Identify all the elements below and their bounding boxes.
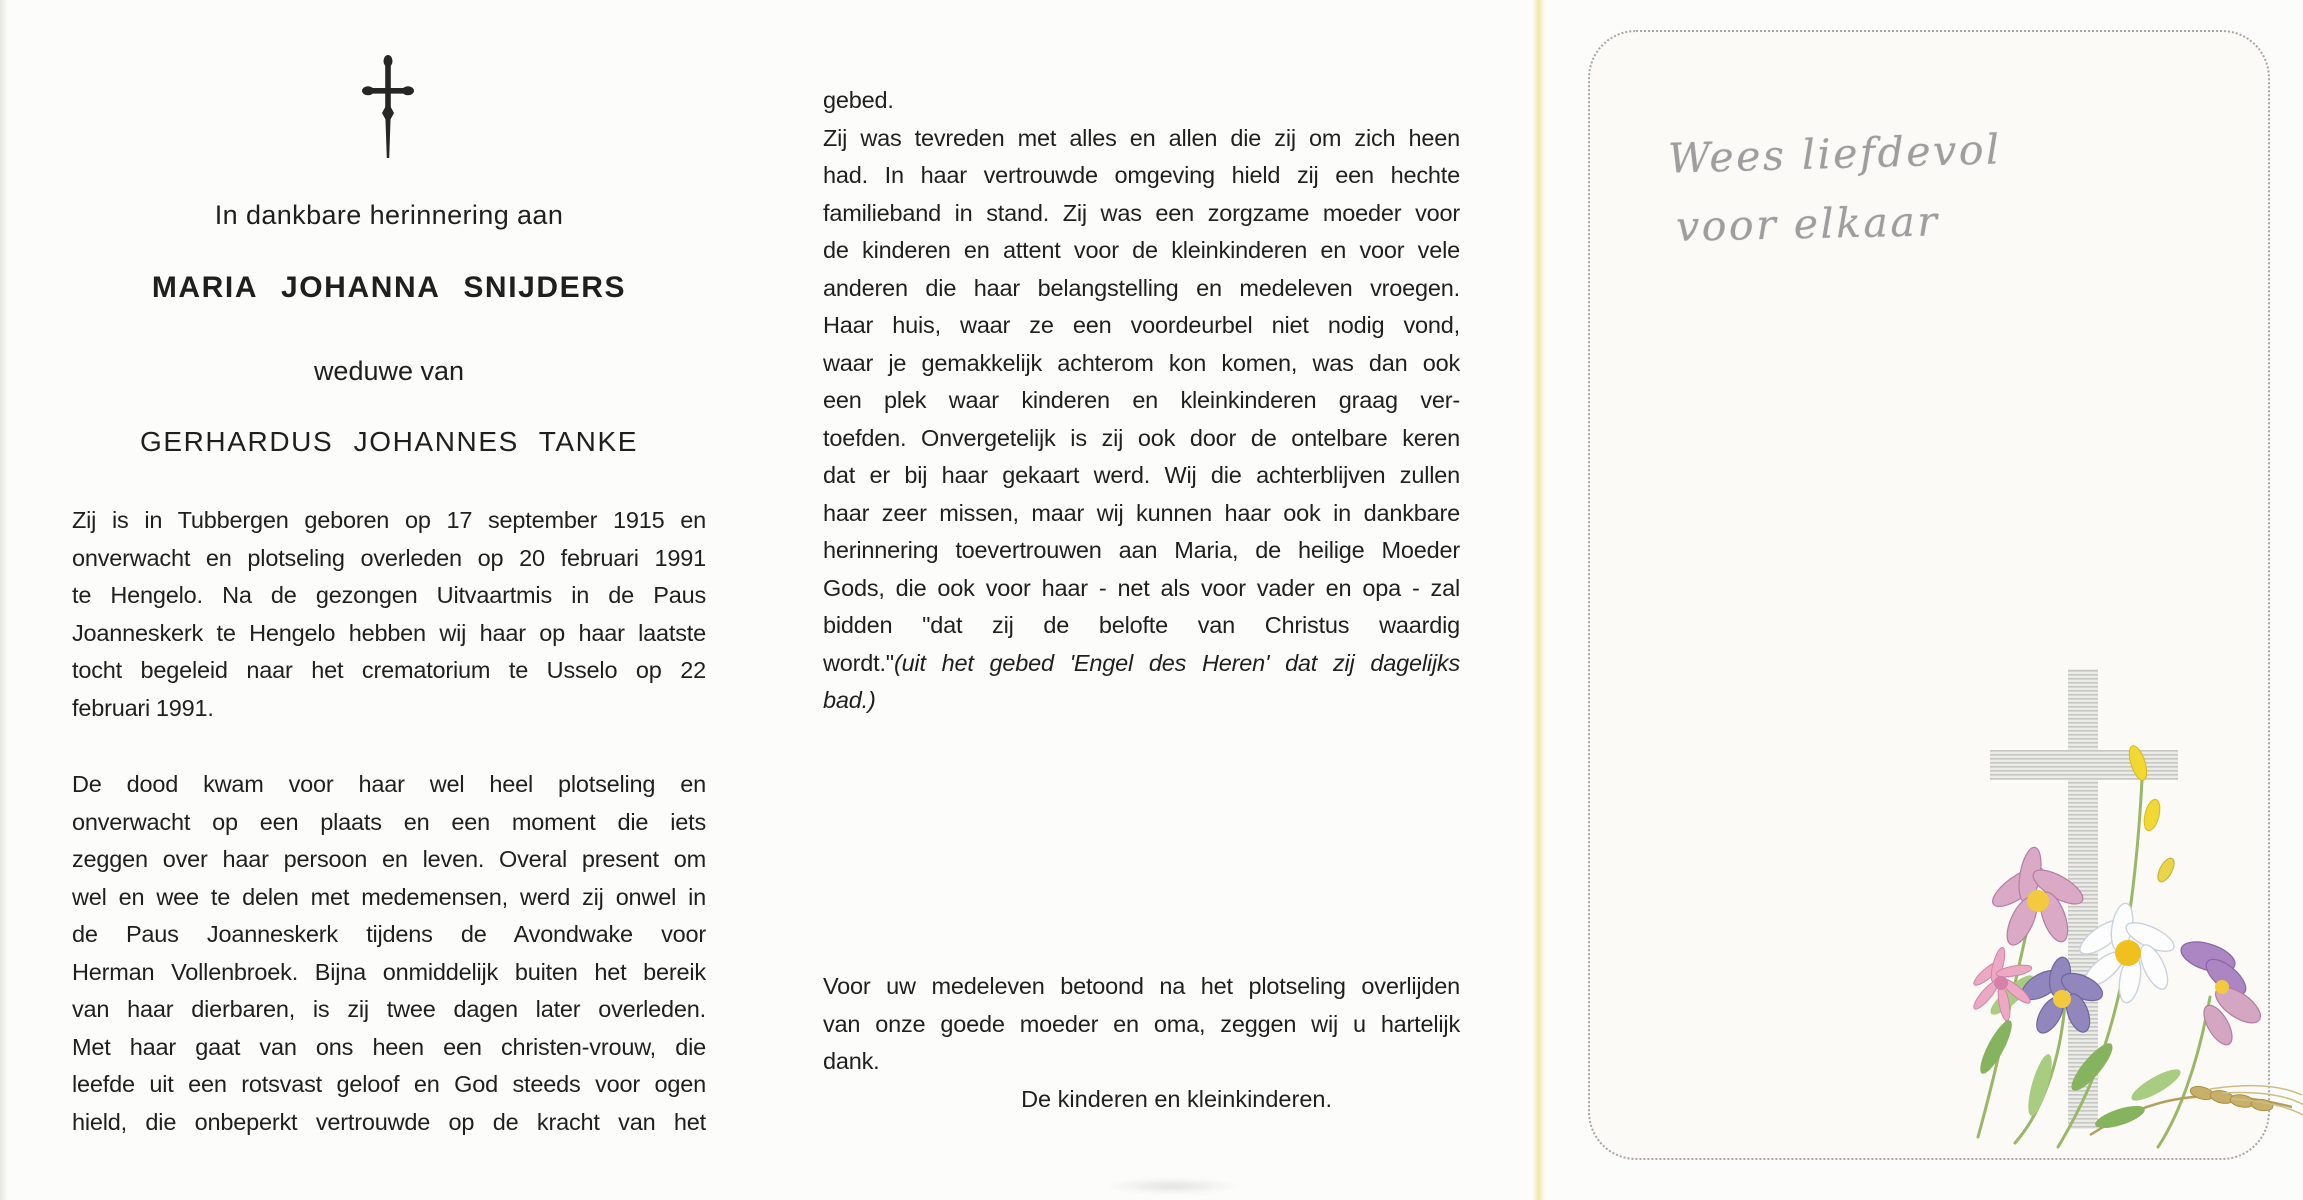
text-line: Haar huis, waar ze een voordeurbel niet nodig vond, bbox=[823, 312, 1460, 338]
relation-line: weduwe van bbox=[313, 356, 465, 386]
text-line: anderen die haar belangstelling en medeleven vroegen. bbox=[823, 274, 1460, 301]
text-line: leefde uit een rotsvast geloof en God steeds voor ogen bbox=[72, 1071, 706, 1097]
text-line: tocht begeleid naar het crematorium te Usselo op 22 bbox=[72, 657, 706, 683]
text-line: bidden "dat zij de belofte van Christus waardig bbox=[823, 612, 1460, 638]
biography-paragraph-3 bbox=[823, 82, 1460, 720]
wheat-stalk-icon bbox=[2189, 1084, 2303, 1115]
text-line: Met haar gaat van ons heen een christen-vrouw, die bbox=[72, 1033, 706, 1060]
text-line: Herman Vollenbroek. Bijna onmiddelijk buiten het bereik bbox=[72, 958, 706, 985]
text-line: februari 1991. bbox=[72, 694, 214, 721]
text-line: Zij was tevreden met alles en allen die zij om zich heen bbox=[823, 124, 1460, 151]
budded-cross-icon bbox=[357, 52, 419, 164]
text-line: haar zeer missen, maar wij kunnen haar ook in dankbare bbox=[823, 499, 1460, 526]
text-line: Voor uw medeleven betoond na het plotseling overlijden bbox=[823, 973, 1460, 999]
text-line: waar je gemakkelijk achterom kon komen, was dan ook bbox=[823, 349, 1460, 376]
text-line: toefden. Onvergetelijk is zij ook door de ontelbare keren bbox=[823, 424, 1460, 451]
text-line: van onze goede moeder en oma, zeggen wij u hartelijk bbox=[823, 1010, 1460, 1037]
deceased-name: MARIA JOHANNA SNIJDERS bbox=[151, 271, 627, 304]
text-line: van haar dierbaren, is zij twee dagen later overleden. bbox=[72, 996, 706, 1022]
acknowledgement-paragraph bbox=[823, 968, 1460, 1081]
text-line: Gods, die ook voor haar - net als voor vader en opa - zal bbox=[823, 574, 1460, 601]
motto-line-1: Wees liefdevol bbox=[1667, 125, 2003, 183]
text-line: onverwacht en plotseling overleden op 20 februari 1991 bbox=[72, 544, 706, 571]
text-line: gebed. bbox=[823, 87, 894, 113]
text-line: Joanneskerk te Hengelo hebben wij haar op haar laatste bbox=[72, 619, 706, 646]
text-line: zeggen over haar persoon en leven. Overal present om bbox=[72, 846, 706, 872]
text-line: bad.) bbox=[823, 687, 876, 713]
text-line: de kinderen en attent voor de kleinkinderen en voor vele bbox=[823, 237, 1460, 263]
page-fold-line bbox=[1533, 0, 1545, 1200]
text-line: De dood kwam voor haar wel heel plotseling en bbox=[72, 771, 706, 797]
scan-edge-shadow bbox=[0, 0, 8, 1200]
text-line: familieband in stand. Zij was een zorgzame moeder voor bbox=[823, 199, 1460, 226]
text-line: Zij is in Tubbergen geboren op 17 september 1915 en bbox=[72, 507, 706, 533]
text-line: onverwacht op een plaats en een moment die iets bbox=[72, 808, 706, 835]
text-line: dank. bbox=[823, 1048, 880, 1074]
trumpet-flowers bbox=[2177, 936, 2266, 1049]
spouse-name: GERHARDUS JOHANNES TANKE bbox=[139, 426, 639, 457]
cross-and-flower-bouquet-illustration bbox=[1970, 665, 2303, 1170]
text-line: een plek waar kinderen en kleinkinderen graag ver- bbox=[823, 387, 1460, 413]
text-line: wordt."(uit het gebed 'Engel des Heren' dat zij dagelijks bbox=[823, 649, 1460, 676]
biography-paragraph-2 bbox=[72, 766, 706, 1141]
text-line: herinnering toevertrouwen aan Maria, de heilige Moeder bbox=[823, 537, 1460, 563]
text-line: te Hengelo. Na de gezongen Uitvaartmis in de Paus bbox=[72, 582, 706, 608]
biography-paragraph-1 bbox=[72, 502, 706, 727]
text-line: dat er bij haar gekaart werd. Wij die achterblijven zullen bbox=[823, 462, 1460, 488]
scan-smudge bbox=[1105, 1178, 1240, 1194]
text-line: had. In haar vertrouwde omgeving hield zij een hechte bbox=[823, 162, 1460, 188]
intro-line: In dankbare herinnering aan bbox=[214, 200, 564, 230]
motto-line-2: voor elkaar bbox=[1675, 197, 1940, 251]
text-line: hield, die onbeperkt vertrouwde op de kracht van het bbox=[72, 1108, 706, 1135]
text-line: wel en wee te delen met medemensen, werd zij onwel in bbox=[72, 883, 706, 910]
signature-line: De kinderen en kleinkinderen. bbox=[1021, 1086, 1332, 1112]
text-line: de Paus Joanneskerk tijdens de Avondwake voor bbox=[72, 921, 706, 947]
